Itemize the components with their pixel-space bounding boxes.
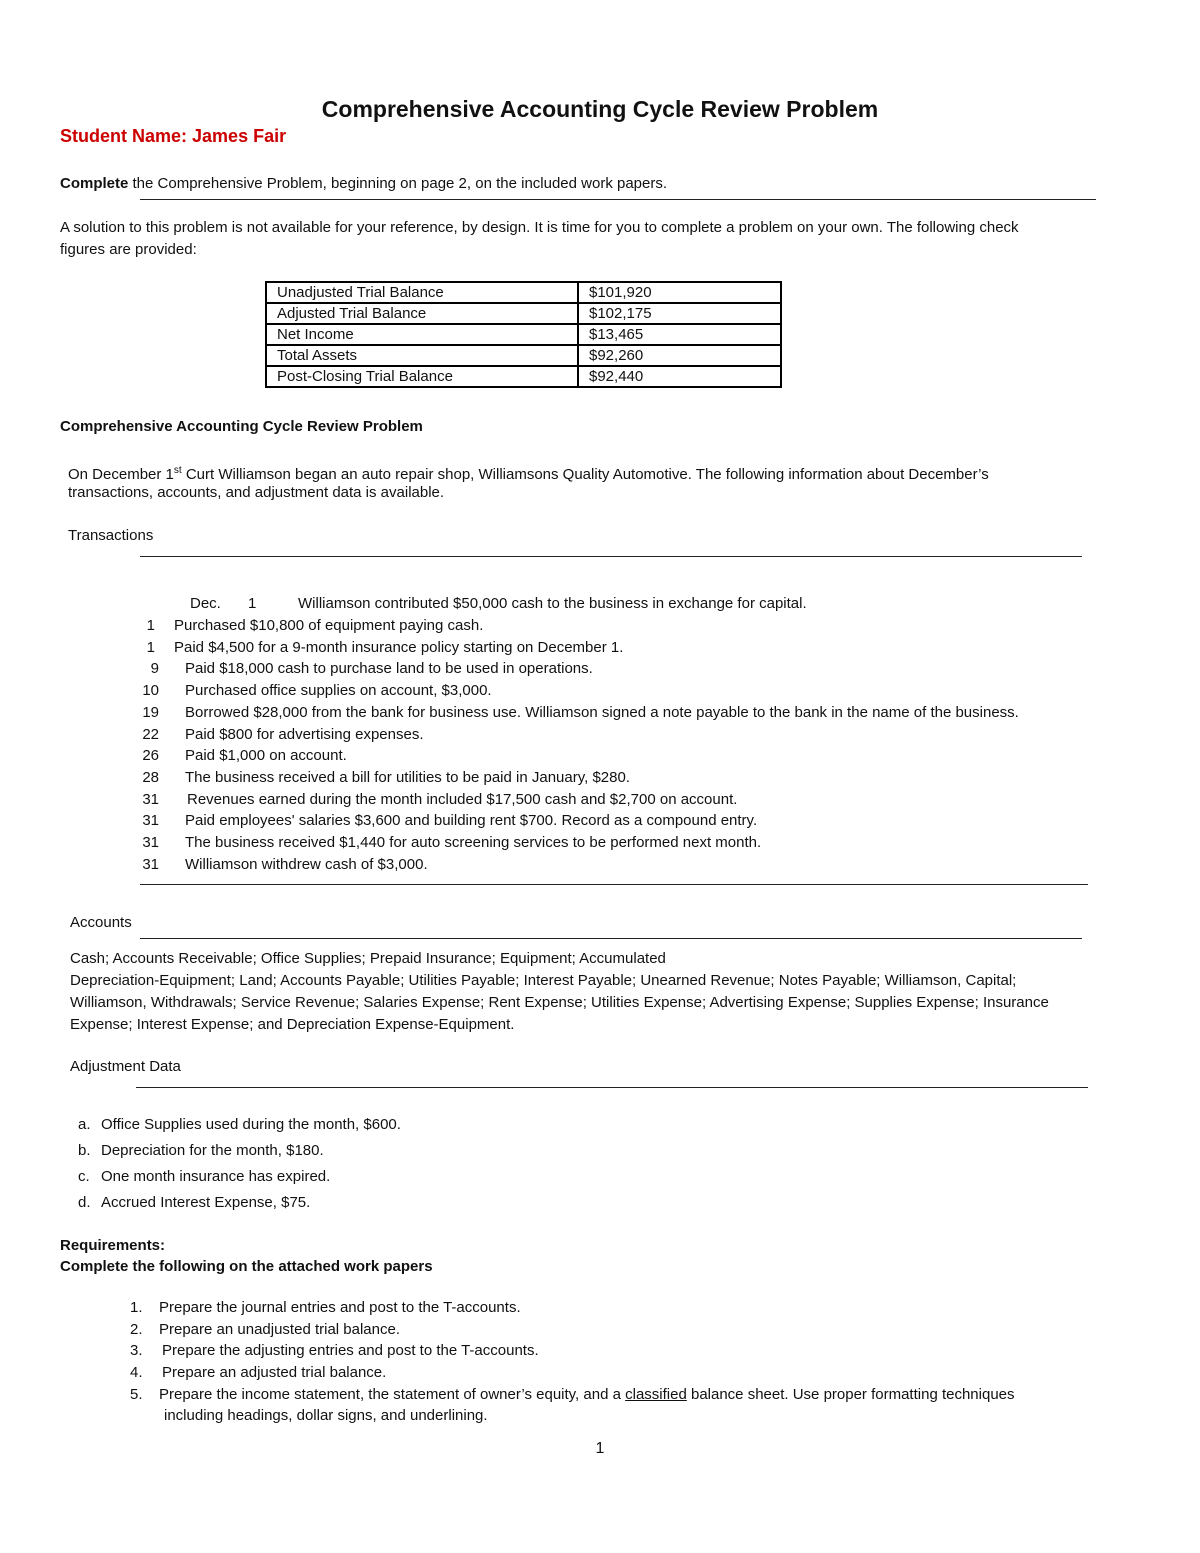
transaction-day: 31 xyxy=(142,855,159,873)
requirement-item-5-line2: including headings, dollar signs, and underlining. xyxy=(164,1407,488,1424)
student-name-label: Student Name: xyxy=(60,126,188,146)
transaction-day: 9 xyxy=(150,660,159,678)
divider xyxy=(136,1087,1088,1088)
scenario-text-b: Curt Williamson began an auto repair shop, Williamsons Quality Automotive. The following information about December’s xyxy=(181,466,989,483)
check-figure-value: $92,260 xyxy=(578,345,781,366)
requirement-item-5-text xyxy=(159,1384,1015,1406)
transaction-text: Paid $800 for advertising expenses. xyxy=(185,725,424,743)
transaction-day: 31 xyxy=(142,790,159,808)
requirement-item-5-post: balance sheet. Use proper formatting techniques xyxy=(686,1386,1015,1403)
transaction-first-text: Williamson contributed $50,000 cash to the business in exchange for capital. xyxy=(298,595,807,612)
requirement-item-5-num: 5. xyxy=(130,1386,143,1403)
scenario-line2: transactions, accounts, and adjustment data is available. xyxy=(68,484,445,501)
transaction-text: Borrowed $28,000 from the bank for business use. Williamson signed a note payable to the bank in the name of the business. xyxy=(185,703,1019,721)
check-figure-value: $102,175 xyxy=(578,303,781,324)
check-figure-value: $13,465 xyxy=(578,324,781,345)
check-figure-value: $92,440 xyxy=(578,366,781,387)
check-figure-row xyxy=(266,345,781,366)
accounts-line: Expense; Interest Expense; and Depreciation Expense-Equipment. xyxy=(70,1016,515,1033)
check-figure-value: $101,920 xyxy=(578,282,781,303)
requirement-number: 2. xyxy=(130,1320,143,1338)
transaction-day: 1 xyxy=(146,617,155,634)
page-number: 1 xyxy=(595,1440,605,1457)
check-figure-row xyxy=(266,282,781,303)
transaction-day: 19 xyxy=(142,703,159,721)
transaction-day: 26 xyxy=(142,747,159,765)
adjustment-letter: b. xyxy=(78,1142,91,1159)
requirement-text: Prepare an unadjusted trial balance. xyxy=(159,1320,400,1338)
complete-rest: the Comprehensive Problem, beginning on page 2, on the included work papers. xyxy=(128,175,668,192)
adjustment-letter: a. xyxy=(78,1116,91,1133)
requirement-number: 3. xyxy=(130,1342,143,1360)
scenario-sup: st xyxy=(173,465,182,476)
accounts-heading: Accounts xyxy=(70,914,132,931)
check-figure-label: Net Income xyxy=(266,324,578,345)
check-figure-row xyxy=(266,303,781,324)
adjustment-text: Accrued Interest Expense, $75. xyxy=(101,1194,311,1211)
divider xyxy=(140,199,1096,200)
transaction-day: 31 xyxy=(142,834,159,851)
check-figure-row xyxy=(266,366,781,387)
transaction-text: Paid $4,500 for a 9-month insurance policy starting on December 1. xyxy=(174,638,624,656)
check-figure-label: Unadjusted Trial Balance xyxy=(266,282,578,303)
transaction-first-month: Dec. xyxy=(190,595,221,612)
classified-term: classified xyxy=(625,1386,687,1403)
check-figure-label: Adjusted Trial Balance xyxy=(266,303,578,324)
section-heading: Comprehensive Accounting Cycle Review Problem xyxy=(60,418,423,435)
transaction-text: Purchased office supplies on account, $3,000. xyxy=(185,682,492,700)
requirements-subheading: Complete the following on the attached work papers xyxy=(60,1258,433,1275)
solution-note-line1: A solution to this problem is not available for your reference, by design. It is time for you to complete a problem on your own. The following check xyxy=(60,219,1019,236)
transaction-text: Paid $18,000 cash to purchase land to be used in operations. xyxy=(185,660,593,678)
transaction-text: The business received $1,440 for auto screening services to be performed next month. xyxy=(185,834,762,851)
adjustment-text: Depreciation for the month, $180. xyxy=(101,1142,324,1159)
scenario-text-a: On December 1 xyxy=(68,466,174,483)
accounts-line: Cash; Accounts Receivable; Office Supplies; Prepaid Insurance; Equipment; Accumulated xyxy=(70,950,666,967)
complete-bold: Complete xyxy=(60,175,129,192)
transaction-text: Paid employees' salaries $3,600 and building rent $700. Record as a compound entry. xyxy=(185,812,758,830)
adjustment-text: Office Supplies used during the month, $600. xyxy=(101,1116,401,1133)
requirement-text: Prepare the adjusting entries and post to the T-accounts. xyxy=(162,1342,539,1360)
student-name-line xyxy=(60,126,286,147)
requirements-heading: Requirements: xyxy=(60,1237,166,1254)
adjustment-letter: c. xyxy=(78,1168,90,1185)
transaction-first-day: 1 xyxy=(248,595,257,612)
transaction-text: Williamson withdrew cash of $3,000. xyxy=(185,855,428,873)
student-name-value: James Fair xyxy=(192,126,287,146)
transaction-text: Purchased $10,800 of equipment paying cash. xyxy=(174,617,484,634)
adjustments-heading: Adjustment Data xyxy=(70,1058,181,1075)
requirement-item-5-pre: Prepare the income statement, the statement of owner’s equity, and a xyxy=(159,1386,626,1403)
requirement-number: 1. xyxy=(130,1299,143,1316)
transaction-day: 28 xyxy=(142,768,159,786)
transaction-day: 10 xyxy=(142,682,159,700)
adjustment-letter: d. xyxy=(78,1194,91,1211)
check-figure-label: Total Assets xyxy=(266,345,578,366)
check-figure-label: Post-Closing Trial Balance xyxy=(266,366,578,387)
transaction-day: 1 xyxy=(146,638,155,656)
accounts-line: Williamson, Withdrawals; Service Revenue; Salaries Expense; Rent Expense; Utilities Expense; Advertising Expense; Supplies Expense; Insurance xyxy=(70,994,1049,1011)
transaction-day: 31 xyxy=(142,812,159,830)
requirement-text: Prepare an adjusted trial balance. xyxy=(162,1364,387,1382)
transaction-day: 22 xyxy=(142,725,159,743)
divider xyxy=(140,556,1082,557)
transactions-heading: Transactions xyxy=(68,527,154,544)
complete-instruction xyxy=(60,173,667,195)
requirement-number: 4. xyxy=(130,1364,143,1382)
divider xyxy=(140,938,1082,939)
solution-note-line2: figures are provided: xyxy=(60,241,197,258)
document-title: Comprehensive Accounting Cycle Review Problem xyxy=(321,96,879,122)
check-figures-table xyxy=(265,281,782,388)
requirement-text: Prepare the journal entries and post to the T-accounts. xyxy=(159,1299,521,1316)
transaction-text: Paid $1,000 on account. xyxy=(185,747,347,765)
accounts-line: Depreciation-Equipment; Land; Accounts Payable; Utilities Payable; Interest Payable; Unearned Revenue; Notes Payable; Williamson, Capital; xyxy=(70,972,1017,989)
check-figure-row xyxy=(266,324,781,345)
divider xyxy=(140,884,1088,885)
transaction-text: The business received a bill for utilities to be paid in January, $280. xyxy=(185,768,630,786)
adjustment-text: One month insurance has expired. xyxy=(101,1168,331,1185)
transaction-text: Revenues earned during the month included $17,500 cash and $2,700 on account. xyxy=(187,790,738,808)
